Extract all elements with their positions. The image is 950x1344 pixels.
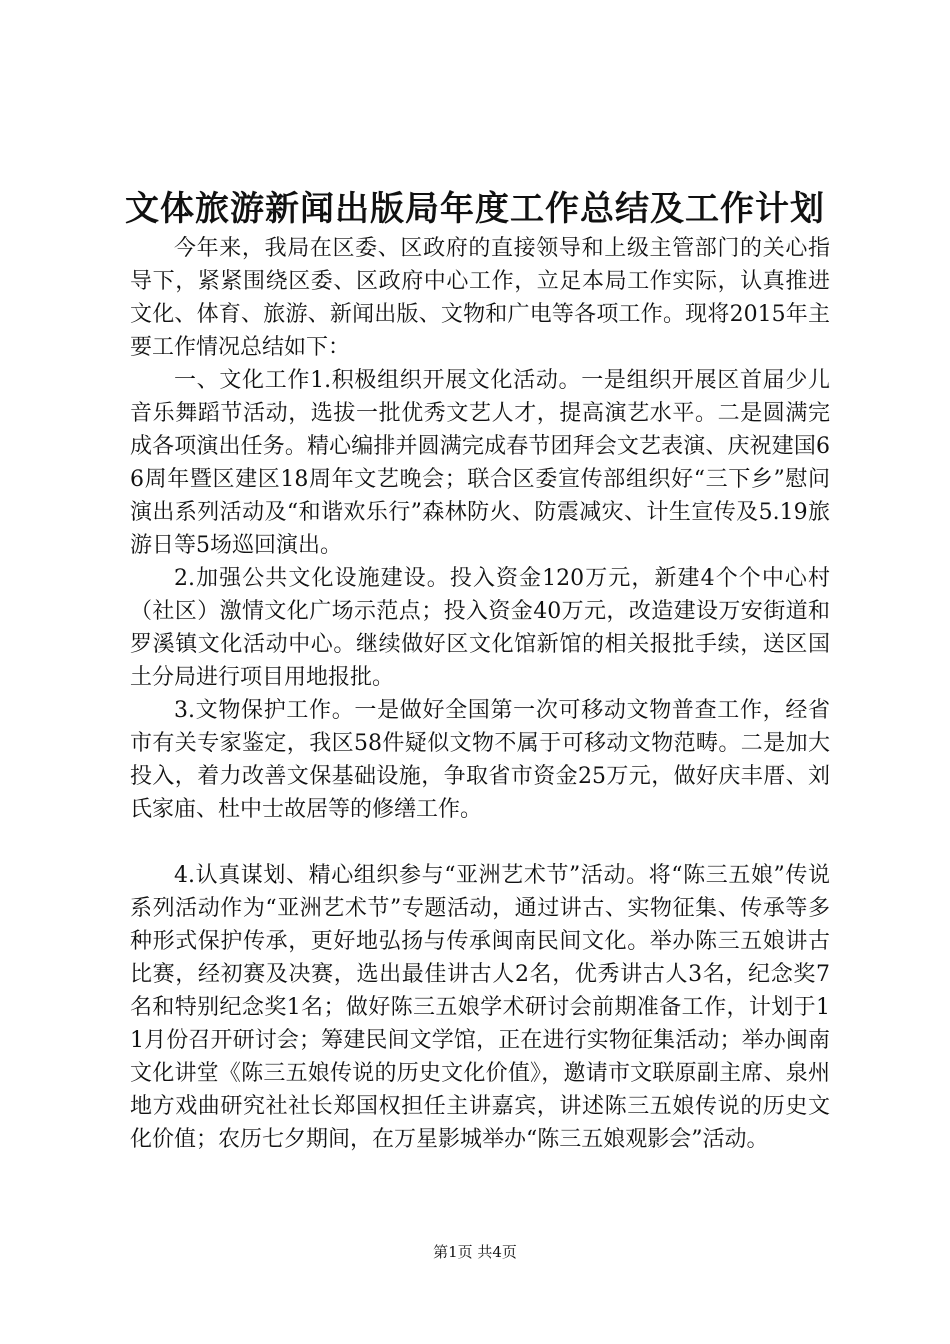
paragraph-spacer xyxy=(130,826,830,859)
document-title: 文体旅游新闻出版局年度工作总结及工作计划 xyxy=(125,189,825,229)
paragraph-intro: 今年来，我局在区委、区政府的直接领导和上级主管部门的关心指导下，紧紧围绕区委、区政府中心工作，立足本局工作实际，认真推进文化、体育、旅游、新闻出版、文物和广电等各项工作。现将2015年主要工作情况总结如下： xyxy=(130,236,830,360)
paragraph-asia-arts-festival: 4.认真谋划、精心组织参与“亚洲艺术节”活动。将“陈三五娘”传说系列活动作为“亚洲艺术节”专题活动，通过讲古、实物征集、传承等多种形式保护传承，更好地弘扬与传承闽南民间文化。举办陈三五娘讲古比赛，经初赛及决赛，选出最佳讲古人2名，优秀讲古人3名，纪念奖7名和特别纪念奖1名；做好陈三五娘学术研讨会前期准备工作，计划于11月份召开研讨会；筹建民间文学馆，正在进行实物征集活动；举办闽南文化讲堂《陈三五娘传说的历史文化价值》，邀请市文联原副主席、泉州地方戏曲研究社社长郑国权担任主讲嘉宾，讲述陈三五娘传说的历史文化价值；农历七夕期间，在万星影城举办“陈三五娘观影会”活动。 xyxy=(130,863,830,1152)
paragraph-public-facilities: 2.加强公共文化设施建设。投入资金120万元，新建4个个中心村（社区）激情文化广场示范点；投入资金40万元，改造建设万安街道和罗溪镇文化活动中心。继续做好区文化馆新馆的相关报批手续，送区国土分局进行项目用地报批。 xyxy=(130,566,830,690)
paragraph-relics-protection: 3.文物保护工作。一是做好全国第一次可移动文物普查工作，经省市有关专家鉴定，我区58件疑似文物不属于可移动文物范畴。二是加大投入，着力改善文保基础设施，争取省市资金25万元，做好庆丰厝、刘氏家庙、杜中士故居等的修缮工作。 xyxy=(130,698,830,822)
page-footer: 第1页 共4页 xyxy=(433,1243,517,1261)
document-body xyxy=(130,232,830,1156)
paragraph-culture-activities: 一、文化工作1.积极组织开展文化活动。一是组织开展区首届少儿音乐舞蹈节活动，选拔一批优秀文艺人才，提高演艺水平。二是圆满完成各项演出任务。精心编排并圆满完成春节团拜会文艺表演、庆祝建国66周年暨区建区18周年文艺晚会；联合区委宣传部组织好“三下乡”慰问演出系列活动及“和谐欢乐行”森林防火、防震减灾、计生宣传及5.19旅游日等5场巡回演出。 xyxy=(130,368,830,558)
